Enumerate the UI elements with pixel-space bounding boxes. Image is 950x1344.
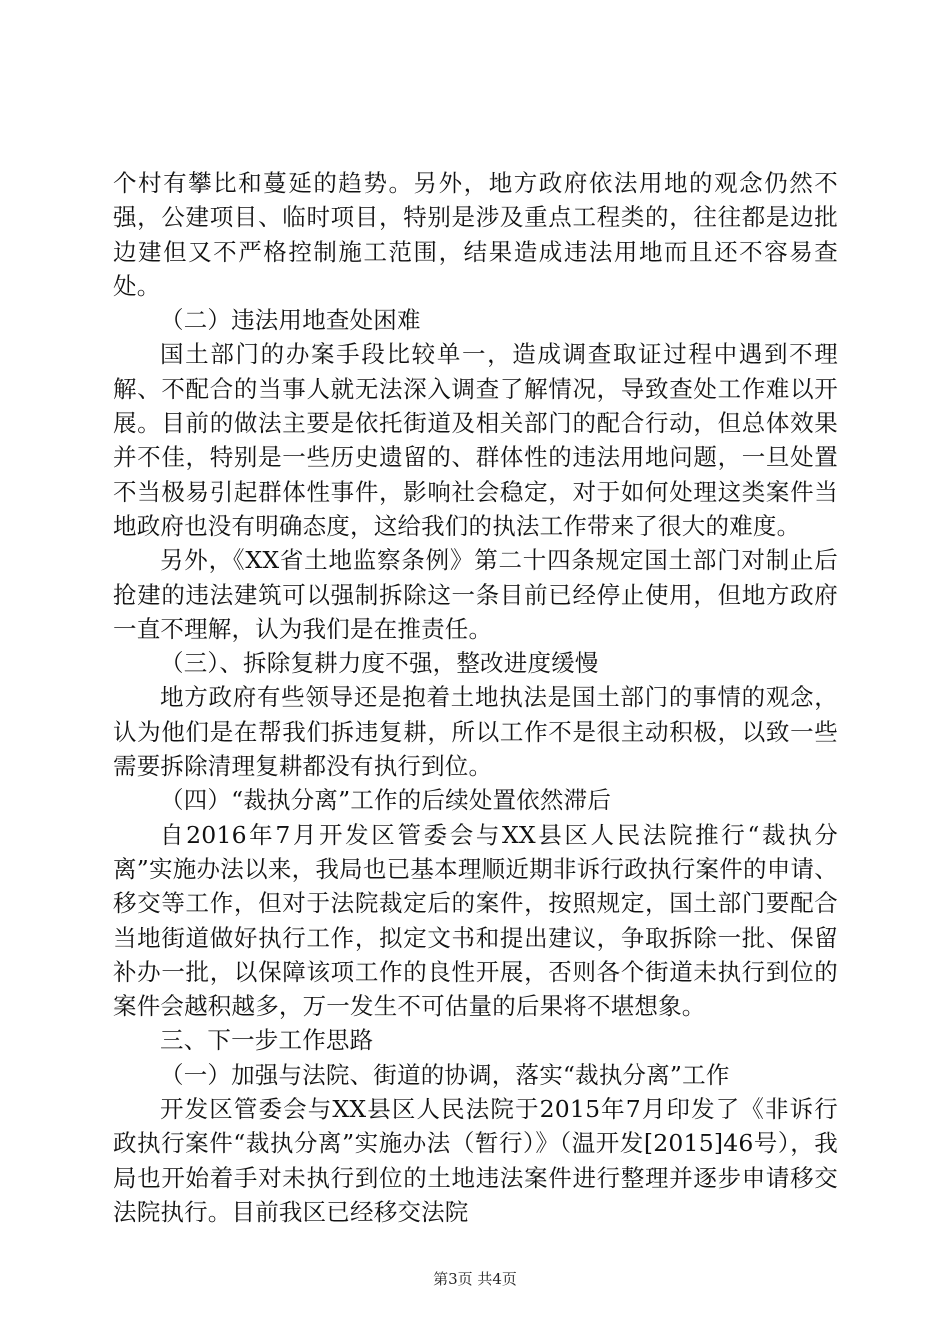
paragraph-separation: 自2016年7月开发区管委会与XX县区人民法院推行“裁执分离”实施办法以来，我局也已基本理顺近期非诉行政执行案件的申请、移交等工作，但对于法院裁定后的案件，按照规定，国土部门要配合当地街道做好执行工作，拟定文书和提出建议，争取拆除一批、保留补办一批，以保障该项工作的良性开展，否则各个街道未执行到位的案件会越积越多，万一发生不可估量的后果将不堪想象。 bbox=[113, 820, 838, 1021]
paragraph-investigation-difficulty: 国土部门的办案手段比较单一，造成调查取证过程中遇到不理解、不配合的当事人就无法深入调查了解情况，导致查处工作难以开展。目前的做法主要是依托街道及相关部门的配合行动，但总体效果并不佳，特别是一些历史遗留的、群体性的违法用地问题，一旦处置不当极易引起群体性事件，影响社会稳定，对于如何处理这类案件当地政府也没有明确态度，这给我们的执法工作带来了很大的难度。 bbox=[113, 340, 838, 540]
page-footer: 第3页 共4页 bbox=[433, 1270, 517, 1288]
paragraph-coordination: 开发区管委会与XX县区人民法院于2015年7月印发了《非诉行政执行案件“裁执分离”实施办法（暂行）》（温开发[2015]46号），我局也开始着手对未执行到位的土地违法案件进行整理并逐步申请移交法院执行。目前我区已经移交法院 bbox=[113, 1095, 838, 1226]
section-heading-2: （二）违法用地查处困难 bbox=[160, 306, 421, 335]
paragraph-regulation-note: 另外，《XX省土地监察条例》第二十四条规定国土部门对制止后抢建的违法建筑可以强制拆除这一条目前已经停止使用，但地方政府一直不理解，认为我们是在推责任。 bbox=[113, 546, 838, 643]
section-heading-3: （三）、拆除复耕力度不强，整改进度缓慢 bbox=[160, 649, 599, 678]
paragraph-continuation: 个村有攀比和蔓延的趋势。另外，地方政府依法用地的观念仍然不强，公建项目、临时项目，特别是涉及重点工程类的，往往都是边批边建但又不严格控制施工范围，结果造成违法用地而且还不容易查处。 bbox=[113, 169, 838, 300]
subsection-heading-1: （一）加强与法院、街道的协调，落实“裁执分离”工作 bbox=[160, 1060, 730, 1089]
document-body bbox=[113, 166, 838, 1229]
paragraph-demolition: 地方政府有些领导还是抱着土地执法是国土部门的事情的观念，认为他们是在帮我们拆违复耕，所以工作不是很主动积极，以致一些需要拆除清理复耕都没有执行到位。 bbox=[113, 683, 838, 781]
section-heading-next-steps: 三、下一步工作思路 bbox=[160, 1026, 374, 1055]
section-heading-4: （四）“裁执分离”工作的后续处置依然滞后 bbox=[160, 786, 612, 815]
